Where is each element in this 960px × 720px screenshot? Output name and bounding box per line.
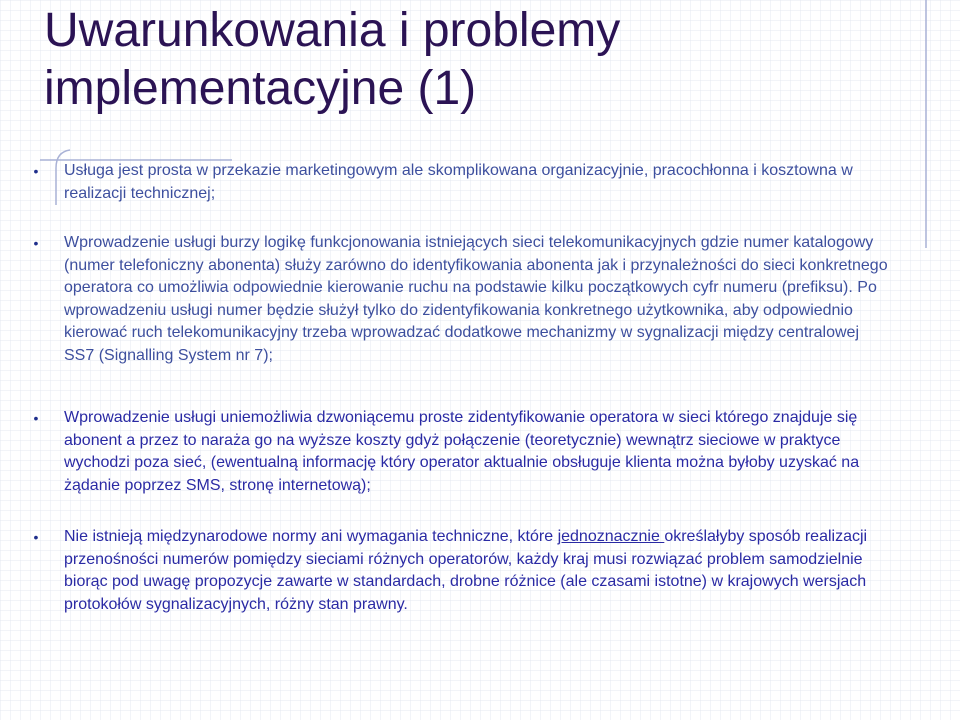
bullet-text-1: Usługa jest prosta w przekazie marketingowym ale skomplikowana organizacyjnie, pracochłonna i kosztowna w realizacji technicznej; — [64, 162, 853, 202]
bullet-dot-icon: • — [33, 163, 39, 179]
bullet-text-4-before: Nie istnieją międzynarodowe normy ani wymagania techniczne, które — [64, 528, 558, 545]
bullet-text-2: Wprowadzenie usługi burzy logikę funkcjonowania istniejących sieci telekomunikacyjnych gdzie numer katalogowy (numer telefoniczny abonenta) służy zarówno do identyfikowania abonenta jak i przynależności do sieci konkretnego operatora co umożliwia odpowiednie kierowanie ruchu na podstawie kilku początkowych cyfr numeru (prefiksu). Po wprowadzeniu usługi numer będzie służył tylko do zidentyfikowania konkretnego użytkownika, aby odpowiednio kierować ruch telekomunikacyjny trzeba wprowadzać dodatkowe mechanizmy w sygnalizacji między centralowej SS7 (Signalling System nr 7); — [64, 234, 888, 364]
slide-title-line-2: implementacyjne (1) — [44, 62, 477, 115]
bullet-item-2 — [28, 232, 888, 367]
bullet-dot-icon: • — [33, 235, 39, 251]
bullet-item-3 — [28, 407, 888, 497]
bullet-text-4-underlined: jednoznacznie — [557, 528, 665, 545]
bullet-item-1 — [28, 160, 888, 205]
slide-title-line-1: Uwarunkowania i problemy — [44, 4, 621, 57]
bullet-list — [28, 160, 888, 616]
bullet-text-4-after: określałyby sposób realizacji przenośności numerów pomiędzy sieciami różnych operatorów, każdy kraj musi rozwiązać problem samodzielnie biorąc pod uwagę propozycje zawarte w standardach, drobne różnice (ale czasami istotne) w krajowych wersjach protokołów sygnalizacyjnych, różny stan prawny. — [64, 528, 868, 613]
bullet-text-3: Wprowadzenie usługi uniemożliwia dzwoniącemu proste zidentyfikowanie operatora w sieci którego znajduje się abonent a przez to naraża go na wyższe koszty gdyż połączenie (teoretycznie) wewnątrz sieciowe w praktyce wychodzi poza sieć, (ewentualną informację który operator aktualnie obsługuje klienta można byłoby uzyskać na żądanie poprzez SMS, stronę internetową); — [64, 409, 860, 494]
bullet-dot-icon: • — [33, 410, 39, 426]
slide-title — [44, 2, 864, 118]
bullet-dot-icon: • — [33, 529, 39, 545]
bullet-item-4 — [28, 526, 888, 616]
